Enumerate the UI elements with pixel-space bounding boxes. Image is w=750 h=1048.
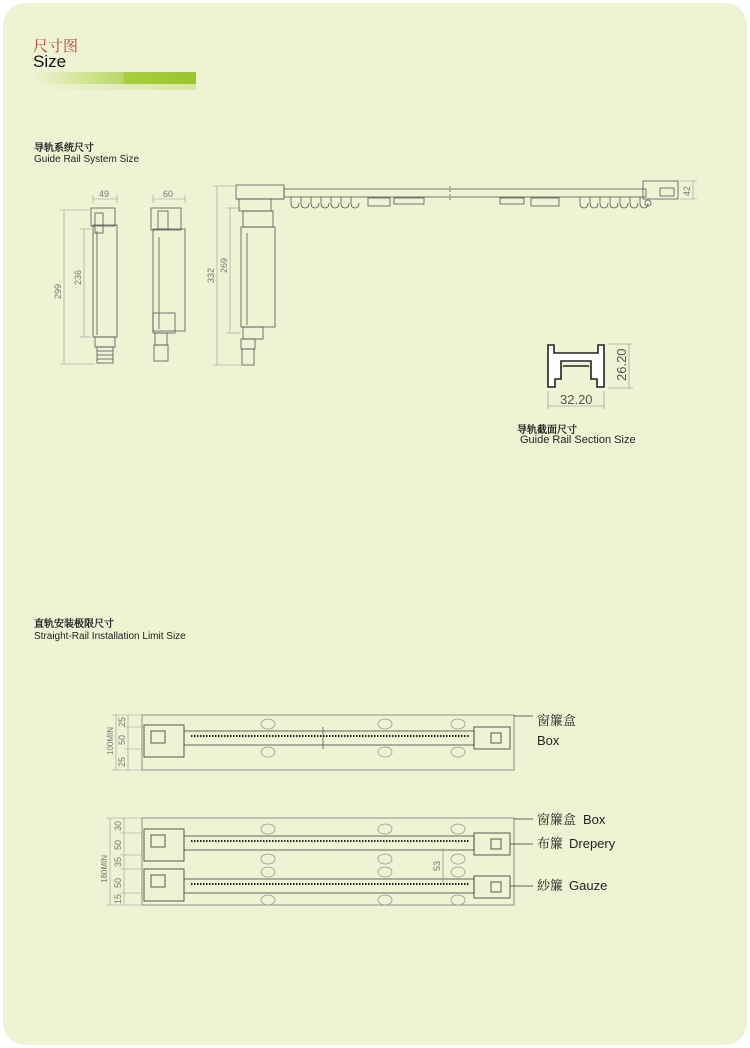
page-title-cn: 尺寸图 [33, 37, 79, 55]
section-title-cn: 导轨系统尺寸 [34, 143, 94, 154]
dim-width-60: 60 [163, 189, 174, 199]
rail-hook [341, 197, 349, 208]
section2-title-cn: 直轨安装极限尺寸 [34, 619, 114, 630]
rail-hook [580, 197, 588, 208]
limit2-dim-gap: 53 [432, 860, 442, 871]
dim-width-49: 49 [99, 189, 110, 199]
limit-diagram-drapery [142, 818, 533, 905]
rail-hook [311, 197, 319, 208]
limit2-label-box-cn: 窗簾盒 [537, 813, 577, 828]
dim-height-332: 332 [206, 267, 216, 283]
page [3, 3, 747, 1045]
profile-width: 32.20 [560, 392, 593, 407]
limit1-dim-top: 25 [117, 716, 127, 727]
rail-hook [630, 197, 638, 208]
limit1-dim-bot: 25 [117, 756, 127, 767]
rail-hook [331, 197, 339, 208]
limit2-label-drapery-en: Drepery [569, 836, 616, 851]
limit2-label-gauze-en: Gauze [569, 878, 608, 893]
technical-diagram [3, 3, 747, 1045]
limit2-dim-a: 30 [113, 820, 123, 831]
rail-hooks [291, 197, 648, 208]
rail-hook [590, 197, 598, 208]
limit-diagram-box [142, 715, 533, 770]
rail-hook [610, 197, 618, 208]
rail-hook [600, 197, 608, 208]
dim-rail-height-42: 42 [682, 185, 692, 196]
motor-side-view [151, 208, 185, 361]
rail-hook [351, 197, 359, 208]
system-dimension-lines [60, 181, 697, 365]
limit2-dim-c: 35 [113, 856, 123, 867]
limit2-dim-e: 15 [113, 893, 123, 904]
dim-height-299: 299 [53, 283, 63, 299]
limit2-dim-b: 50 [113, 839, 123, 850]
limit2-label-box-en: Box [583, 812, 606, 827]
section2-title-en: Straight-Rail Installation Limit Size [34, 631, 186, 642]
limit2-label-gauze-cn: 紗簾 [537, 879, 564, 894]
limit2-label-drapery-cn: 布簾 [537, 837, 564, 852]
profile-title-en: Guide Rail Section Size [520, 434, 636, 446]
rail-hook [321, 197, 329, 208]
limit1-label-cn: 窗簾盒 [537, 714, 577, 729]
page-title-en: Size [33, 52, 67, 71]
rail-system-view [236, 181, 678, 365]
rail-hook [620, 197, 628, 208]
rail-hook [301, 197, 309, 208]
motor-front-view [91, 208, 117, 363]
profile-title-cn: 导轨截面尺寸 [517, 425, 577, 436]
limit1-dim-mid: 50 [117, 734, 127, 745]
profile-height: 26.20 [614, 348, 629, 381]
rail-section-profile [548, 345, 604, 387]
dim-height-269: 269 [219, 257, 229, 273]
dim-height-236: 236 [73, 269, 83, 285]
limit1-dim-total: 100MIN [106, 726, 115, 755]
limit2-dim-total: 180MIN [100, 854, 109, 883]
rail-hook [291, 197, 299, 208]
section-title-en: Guide Rail System Size [34, 154, 140, 165]
limit2-dim-d: 50 [113, 877, 123, 888]
limit1-label-en: Box [537, 733, 560, 748]
